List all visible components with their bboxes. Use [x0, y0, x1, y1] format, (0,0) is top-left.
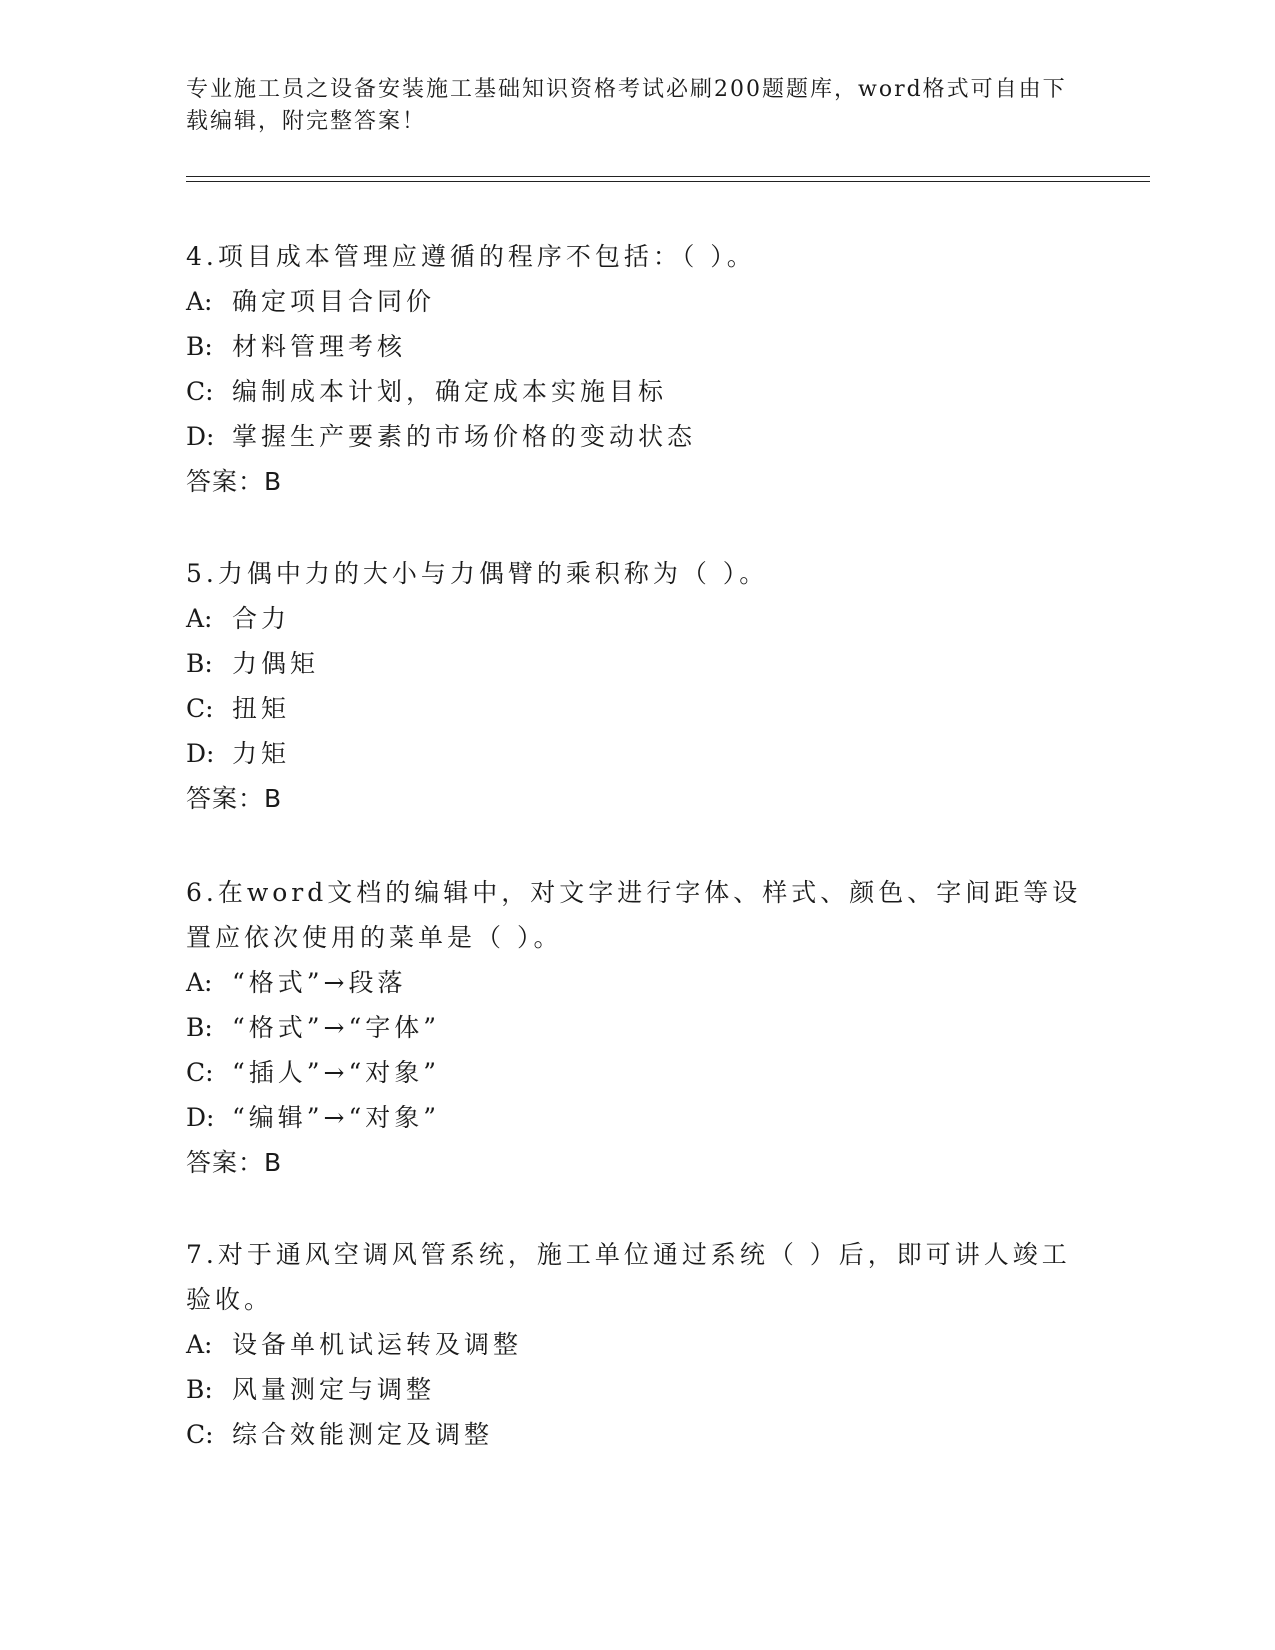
- option-key: C:: [186, 694, 214, 723]
- option-text: “编辑”→“对象”: [232, 1103, 441, 1132]
- option-a: [186, 279, 1086, 324]
- document-header: 专业施工员之设备安装施工基础知识资格考试必刷200题题库，word格式可自由下载编辑，附完整答案！: [186, 77, 1067, 134]
- option-text: 设备单机试运转及调整: [232, 1330, 523, 1359]
- option-b: [186, 1367, 1086, 1412]
- option-key: A:: [186, 1330, 213, 1359]
- option-c: [186, 1050, 1086, 1095]
- option-key: A:: [186, 287, 213, 316]
- option-key: C:: [186, 1420, 214, 1449]
- option-text: “插人”→“对象”: [232, 1058, 441, 1087]
- option-d: [186, 414, 1086, 459]
- option-text: “格式”→“字体”: [232, 1013, 441, 1042]
- option-text: 合力: [232, 604, 291, 633]
- option-text: 编制成本计划，确定成本实施目标: [232, 377, 668, 406]
- option-key: C:: [186, 1058, 214, 1087]
- header-divider-top: [186, 176, 1150, 177]
- option-c: [186, 369, 1086, 414]
- question-6: [186, 870, 1086, 1185]
- option-text: 风量测定与调整: [232, 1375, 436, 1404]
- question-stem: 6.在word文档的编辑中，对文字进行字体、样式、颜色、字间距等设置应依次使用的菜单是（ ）。: [186, 878, 1082, 952]
- option-a: [186, 960, 1086, 1005]
- option-text: 综合效能测定及调整: [232, 1420, 494, 1449]
- question-7: [186, 1232, 1086, 1457]
- option-a: [186, 596, 1086, 641]
- answer-line: 答案：B: [186, 784, 283, 813]
- option-text: 扭矩: [232, 694, 291, 723]
- option-key: D:: [186, 1103, 215, 1132]
- option-b: [186, 324, 1086, 369]
- question-stem: 5.力偶中力的大小与力偶臂的乘积称为（ ）。: [186, 559, 769, 588]
- option-key: B:: [186, 1013, 213, 1042]
- option-key: D:: [186, 422, 215, 451]
- option-text: “格式”→段落: [232, 968, 407, 997]
- option-key: D:: [186, 739, 215, 768]
- option-c: [186, 686, 1086, 731]
- option-b: [186, 1005, 1086, 1050]
- option-text: 确定项目合同价: [232, 287, 436, 316]
- answer-line: 答案：B: [186, 1148, 283, 1177]
- option-key: B:: [186, 1375, 213, 1404]
- option-b: [186, 641, 1086, 686]
- option-d: [186, 1095, 1086, 1140]
- option-key: C:: [186, 377, 214, 406]
- option-text: 掌握生产要素的市场价格的变动状态: [232, 422, 697, 451]
- question-5: [186, 551, 1086, 821]
- option-text: 材料管理考核: [232, 332, 407, 361]
- option-key: B:: [186, 332, 213, 361]
- option-text: 力偶矩: [232, 649, 320, 678]
- option-key: A:: [186, 604, 213, 633]
- question-stem: 4.项目成本管理应遵循的程序不包括：（ ）。: [186, 242, 756, 271]
- option-c: [186, 1412, 1086, 1457]
- option-d: [186, 731, 1086, 776]
- question-stem: 7.对于通风空调风管系统，施工单位通过系统（ ）后，即可讲人竣工验收。: [186, 1240, 1071, 1314]
- option-key: A:: [186, 968, 213, 997]
- answer-line: 答案：B: [186, 467, 283, 496]
- header-divider-bottom: [186, 181, 1150, 182]
- option-text: 力矩: [232, 739, 291, 768]
- question-4: [186, 234, 1086, 504]
- option-key: B:: [186, 649, 213, 678]
- option-a: [186, 1322, 1086, 1367]
